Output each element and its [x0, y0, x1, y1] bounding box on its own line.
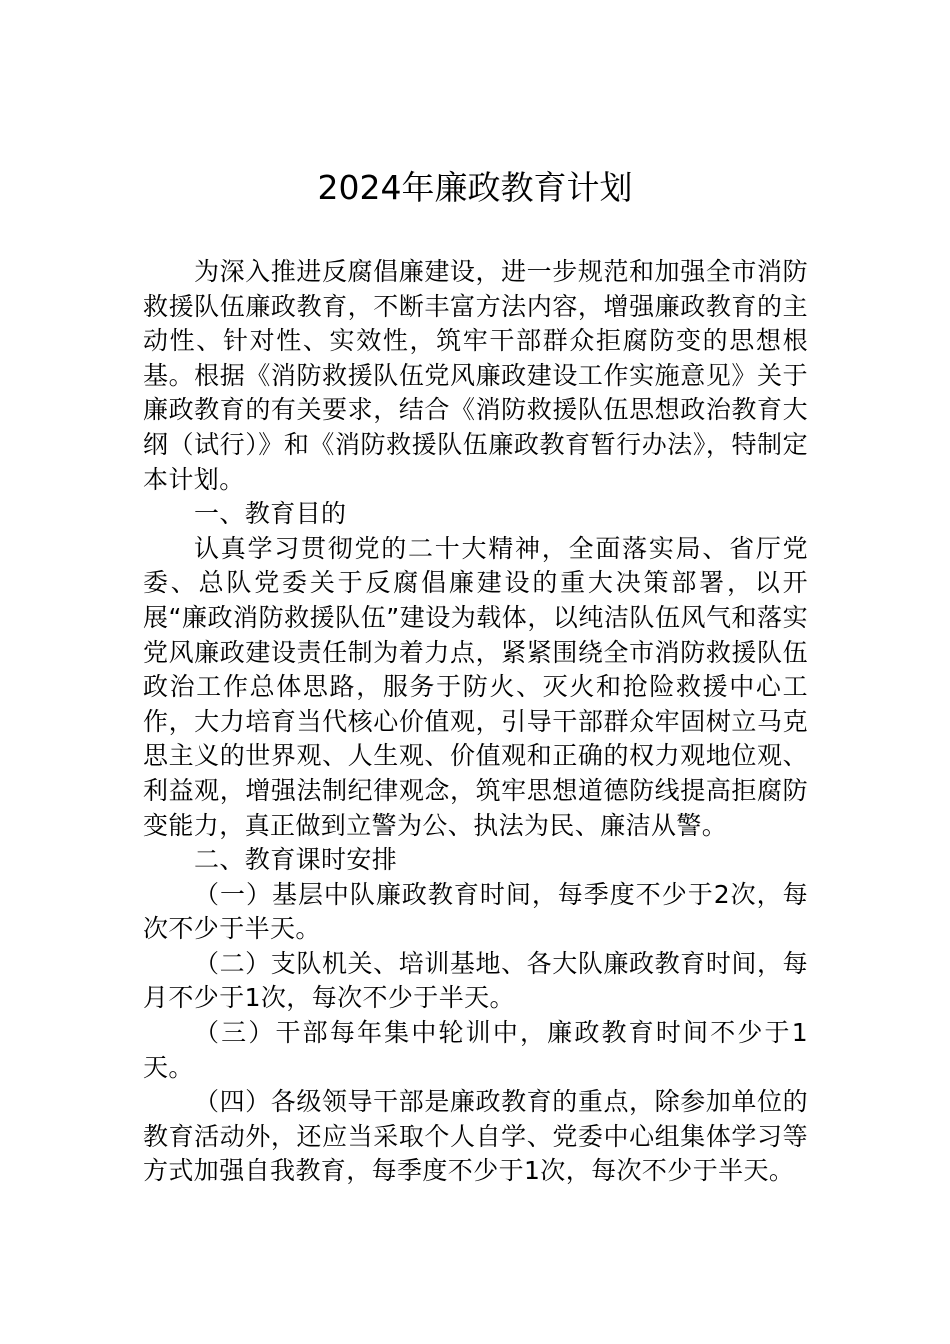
section-heading-purpose: 一、教育目的 [194, 499, 347, 529]
schedule-item-3: （三）干部每年集中轮训中，廉政教育时间不少于1天。 [143, 1018, 808, 1082]
schedule-item-2: （二）支队机关、培训基地、各大队廉政教育时间，每月不少于1次，每次不少于半天。 [143, 948, 808, 1013]
section-heading-schedule: 二、教育课时安排 [194, 845, 398, 875]
schedule-item-1: （一）基层中队廉政教育时间，每季度不少于2次，每次不少于半天。 [143, 879, 808, 944]
document-title: 2024年廉政教育计划 [317, 168, 633, 207]
schedule-item-4: （四）各级领导干部是廉政教育的重点，除参加单位的教育活动外，还应当采取个人自学、党委中心组集体学习等方式加强自我教育，每季度不少于1次，每次不少于半天。 [143, 1087, 808, 1186]
paragraph-intro: 为深入推进反腐倡廉建设，进一步规范和加强全市消防救援队伍廉政教育，不断丰富方法内容，增强廉政教育的主动性、针对性、实效性，筑牢干部群众拒腐防变的思想根基。根据《消防救援队伍党风廉政建设工作实施意见》关于廉政教育的有关要求，结合《消防救援队伍思想政治教育大纲（试行）》和《消防救援队伍廉政教育暂行办法》，特制定本计划。 [143, 257, 808, 494]
document-body [143, 255, 808, 1189]
paragraph-purpose: 认真学习贯彻党的二十大精神，全面落实局、省厅党委、总队党委关于反腐倡廉建设的重大决策部署，以开展“廉政消防救援队伍”建设为载体，以纯洁队伍风气和落实党风廉政建设责任制为着力点，紧紧围绕全市消防救援队伍政治工作总体思路，服务于防火、灭火和抢险救援中心工作，大力培育当代核心价值观，引导干部群众牢固树立马克思主义的世界观、人生观、价值观和正确的权力观地位观、利益观，增强法制纪律观念，筑牢思想道德防线提高拒腐防变能力，真正做到立警为公、执法为民、廉洁从警。 [143, 533, 808, 840]
